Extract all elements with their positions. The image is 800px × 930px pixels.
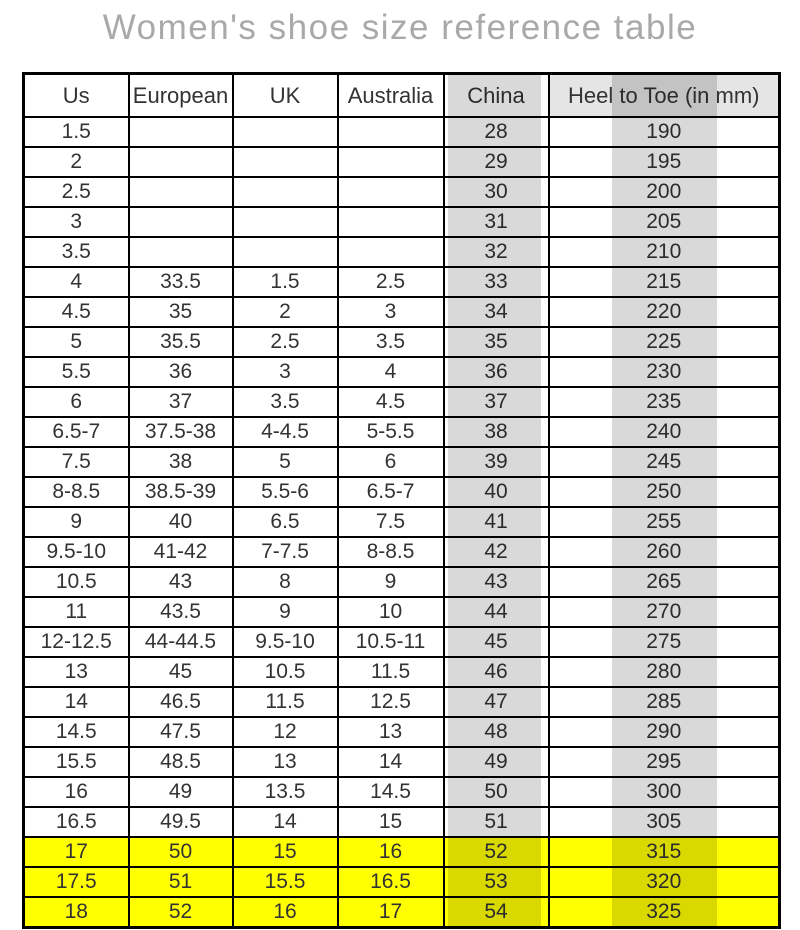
table-cell: 1.5	[24, 117, 129, 147]
table-row	[24, 777, 780, 807]
table-row	[24, 237, 780, 267]
table-cell: 305	[549, 807, 780, 837]
table-cell: 36	[444, 357, 549, 387]
table-cell: 320	[549, 867, 780, 897]
table-cell: 3	[338, 297, 444, 327]
table-cell: 31	[444, 207, 549, 237]
table-cell	[233, 237, 338, 267]
table-cell	[233, 147, 338, 177]
table-cell: 35	[129, 297, 233, 327]
table-cell: 36	[129, 357, 233, 387]
table-cell: 11.5	[233, 687, 338, 717]
table-cell: 45	[444, 627, 549, 657]
table-cell: 4.5	[24, 297, 129, 327]
table-cell: 54	[444, 897, 549, 928]
table-cell: 43	[444, 567, 549, 597]
table-cell: 46	[444, 657, 549, 687]
table-cell	[129, 147, 233, 177]
table-cell: 14	[24, 687, 129, 717]
table-cell: 14	[233, 807, 338, 837]
table-cell: 6.5	[233, 507, 338, 537]
table-cell: 37	[129, 387, 233, 417]
column-header-us: Us	[24, 74, 129, 118]
table-body	[24, 117, 780, 928]
table-cell: 260	[549, 537, 780, 567]
table-cell: 42	[444, 537, 549, 567]
table-cell: 300	[549, 777, 780, 807]
table-cell: 53	[444, 867, 549, 897]
table-row	[24, 147, 780, 177]
table-cell: 9	[338, 567, 444, 597]
table-cell: 34	[444, 297, 549, 327]
table-cell: 15.5	[24, 747, 129, 777]
table-row	[24, 567, 780, 597]
column-header-australia: Australia	[338, 74, 444, 118]
table-cell: 5.5-6	[233, 477, 338, 507]
table-cell: 285	[549, 687, 780, 717]
table-cell: 32	[444, 237, 549, 267]
table-cell: 3.5	[338, 327, 444, 357]
table-cell: 6.5-7	[24, 417, 129, 447]
table-cell: 28	[444, 117, 549, 147]
table-cell: 7.5	[24, 447, 129, 477]
table-cell: 3.5	[24, 237, 129, 267]
table-cell	[233, 117, 338, 147]
table-cell: 210	[549, 237, 780, 267]
table-wrapper	[22, 72, 781, 929]
table-cell: 16.5	[24, 807, 129, 837]
table-row	[24, 867, 780, 897]
table-row	[24, 417, 780, 447]
table-row	[24, 117, 780, 147]
table-row	[24, 477, 780, 507]
table-cell: 3	[24, 207, 129, 237]
table-cell: 3.5	[233, 387, 338, 417]
table-cell: 50	[444, 777, 549, 807]
table-cell: 10.5-11	[338, 627, 444, 657]
table-cell: 6.5-7	[338, 477, 444, 507]
table-row	[24, 897, 780, 928]
table-cell: 44	[444, 597, 549, 627]
table-cell: 280	[549, 657, 780, 687]
table-cell: 13.5	[233, 777, 338, 807]
table-cell: 14	[338, 747, 444, 777]
table-row	[24, 687, 780, 717]
table-cell: 9	[233, 597, 338, 627]
table-cell: 265	[549, 567, 780, 597]
table-cell: 49.5	[129, 807, 233, 837]
table-cell: 10.5	[24, 567, 129, 597]
table-cell: 38.5-39	[129, 477, 233, 507]
table-cell: 230	[549, 357, 780, 387]
table-row	[24, 267, 780, 297]
table-cell	[129, 237, 233, 267]
table-cell: 4	[24, 267, 129, 297]
table-row	[24, 627, 780, 657]
column-header-european: European	[129, 74, 233, 118]
table-cell: 50	[129, 837, 233, 867]
table-cell: 51	[129, 867, 233, 897]
page-title: Women's shoe size reference table	[102, 8, 698, 47]
table-cell	[338, 117, 444, 147]
table-cell: 43.5	[129, 597, 233, 627]
table-cell: 35.5	[129, 327, 233, 357]
table-cell: 47	[444, 687, 549, 717]
table-cell: 17.5	[24, 867, 129, 897]
table-cell: 4-4.5	[233, 417, 338, 447]
table-cell: 5	[233, 447, 338, 477]
table-cell: 17	[24, 837, 129, 867]
table-cell: 315	[549, 837, 780, 867]
table-cell	[129, 207, 233, 237]
table-cell: 8-8.5	[24, 477, 129, 507]
table-cell	[129, 177, 233, 207]
header-row	[24, 74, 780, 118]
table-row	[24, 447, 780, 477]
shoe-size-table	[22, 72, 781, 929]
table-cell: 5-5.5	[338, 417, 444, 447]
table-cell: 14.5	[338, 777, 444, 807]
table-cell: 47.5	[129, 717, 233, 747]
table-cell: 13	[338, 717, 444, 747]
table-cell: 4.5	[338, 387, 444, 417]
table-cell	[338, 177, 444, 207]
table-cell: 2.5	[24, 177, 129, 207]
table-cell: 4	[338, 357, 444, 387]
table-cell: 38	[444, 417, 549, 447]
table-cell	[233, 177, 338, 207]
table-cell	[338, 237, 444, 267]
table-row	[24, 537, 780, 567]
table-row	[24, 807, 780, 837]
table-cell	[338, 147, 444, 177]
table-cell: 15.5	[233, 867, 338, 897]
table-cell: 9.5-10	[233, 627, 338, 657]
table-cell: 48.5	[129, 747, 233, 777]
table-cell: 14.5	[24, 717, 129, 747]
table-cell: 48	[444, 717, 549, 747]
table-cell: 12-12.5	[24, 627, 129, 657]
table-cell: 49	[444, 747, 549, 777]
table-cell: 33.5	[129, 267, 233, 297]
table-cell: 6	[338, 447, 444, 477]
table-cell: 200	[549, 177, 780, 207]
table-cell: 45	[129, 657, 233, 687]
table-cell: 8	[233, 567, 338, 597]
table-cell: 37.5-38	[129, 417, 233, 447]
table-row	[24, 507, 780, 537]
table-cell: 7-7.5	[233, 537, 338, 567]
table-cell: 9	[24, 507, 129, 537]
table-cell: 270	[549, 597, 780, 627]
table-cell: 39	[444, 447, 549, 477]
table-cell: 35	[444, 327, 549, 357]
table-cell: 215	[549, 267, 780, 297]
table-cell: 190	[549, 117, 780, 147]
table-cell: 37	[444, 387, 549, 417]
table-row	[24, 327, 780, 357]
table-cell: 8-8.5	[338, 537, 444, 567]
table-cell: 40	[129, 507, 233, 537]
table-cell: 2.5	[338, 267, 444, 297]
table-cell: 245	[549, 447, 780, 477]
table-cell: 13	[233, 747, 338, 777]
table-cell: 10.5	[233, 657, 338, 687]
table-cell: 220	[549, 297, 780, 327]
table-cell: 9.5-10	[24, 537, 129, 567]
table-cell: 44-44.5	[129, 627, 233, 657]
table-cell: 250	[549, 477, 780, 507]
table-cell: 2.5	[233, 327, 338, 357]
table-row	[24, 597, 780, 627]
table-cell: 195	[549, 147, 780, 177]
table-cell: 46.5	[129, 687, 233, 717]
table-cell: 275	[549, 627, 780, 657]
table-row	[24, 177, 780, 207]
table-row	[24, 717, 780, 747]
table-cell: 5.5	[24, 357, 129, 387]
table-cell: 41-42	[129, 537, 233, 567]
table-cell	[129, 117, 233, 147]
table-cell: 51	[444, 807, 549, 837]
table-cell: 12	[233, 717, 338, 747]
table-cell: 11	[24, 597, 129, 627]
table-cell: 13	[24, 657, 129, 687]
table-cell: 16	[233, 897, 338, 928]
table-row	[24, 357, 780, 387]
table-row	[24, 747, 780, 777]
table-row	[24, 297, 780, 327]
table-cell: 38	[129, 447, 233, 477]
table-cell: 17	[338, 897, 444, 928]
table-cell: 325	[549, 897, 780, 928]
table-cell: 16	[338, 837, 444, 867]
table-cell: 52	[129, 897, 233, 928]
table-cell: 12.5	[338, 687, 444, 717]
table-cell: 16.5	[338, 867, 444, 897]
table-cell: 7.5	[338, 507, 444, 537]
table-row	[24, 657, 780, 687]
table-cell: 240	[549, 417, 780, 447]
table-cell: 6	[24, 387, 129, 417]
table-cell: 15	[233, 837, 338, 867]
table-cell: 10	[338, 597, 444, 627]
table-cell: 225	[549, 327, 780, 357]
table-cell: 11.5	[338, 657, 444, 687]
table-cell: 43	[129, 567, 233, 597]
column-header-uk: UK	[233, 74, 338, 118]
table-cell: 3	[233, 357, 338, 387]
table-cell: 16	[24, 777, 129, 807]
table-cell: 235	[549, 387, 780, 417]
table-cell: 290	[549, 717, 780, 747]
table-row	[24, 387, 780, 417]
table-cell: 2	[24, 147, 129, 177]
table-cell: 33	[444, 267, 549, 297]
table-cell: 18	[24, 897, 129, 928]
table-cell: 15	[338, 807, 444, 837]
table-cell: 5	[24, 327, 129, 357]
table-cell: 40	[444, 477, 549, 507]
column-header-heel-to-toe: Heel to Toe (in mm)	[549, 74, 780, 118]
table-cell: 29	[444, 147, 549, 177]
table-cell: 255	[549, 507, 780, 537]
table-cell: 41	[444, 507, 549, 537]
table-row	[24, 837, 780, 867]
table-cell: 1.5	[233, 267, 338, 297]
table-cell: 30	[444, 177, 549, 207]
table-cell: 205	[549, 207, 780, 237]
table-cell: 295	[549, 747, 780, 777]
table-cell: 49	[129, 777, 233, 807]
column-header-china: China	[444, 74, 549, 118]
table-cell: 52	[444, 837, 549, 867]
table-cell: 2	[233, 297, 338, 327]
table-row	[24, 207, 780, 237]
table-cell	[338, 207, 444, 237]
table-cell	[233, 207, 338, 237]
